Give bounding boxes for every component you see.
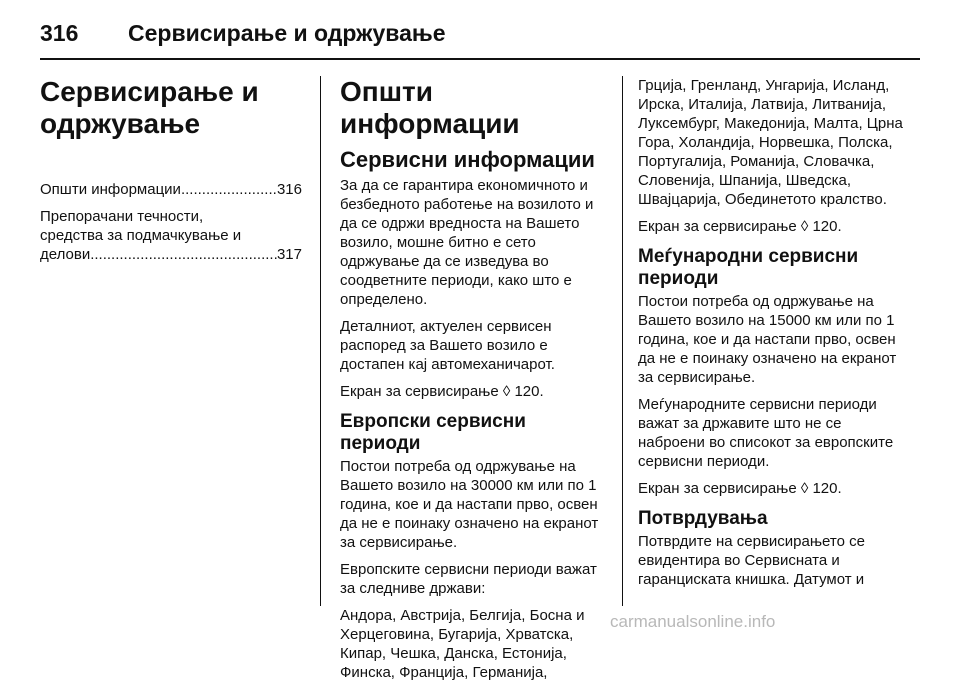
paragraph: Потврдите на сервисирањето се евидентира во Сервисната и гаранциската книшка. Датумот и	[638, 533, 865, 588]
subsection-heading: Сервисни информации	[340, 147, 595, 172]
cross-reference[interactable]: Екран за сервисирање ◊ 120.	[340, 383, 544, 400]
toc-entry-label-last: делови	[40, 246, 91, 263]
toc-entry-label-line: Препорачани течности,	[40, 208, 204, 225]
paragraph: Постои потреба од одржување на Вашето возило на 15000 км или по 1 година, кое и да настапи прво, освен да не е поинаку означено на екранот за сервисирање.	[638, 293, 897, 386]
toc-entry-label-line: средства за подмачкување и	[40, 227, 242, 244]
paragraph: Грција, Гренланд, Унгарија, Исланд, Ирска, Италија, Латвија, Литванија, Луксембург, Македонија, Малта, Црна Гора, Холандија, Норвешка, Полска, Португалија, Романија, Словачка, Словенија, Шпанија, Шведска, Швајцарија, Обединетото кралство.	[638, 77, 903, 208]
watermark: carmanualsonline.info	[610, 612, 776, 631]
toc-entry-page: 316	[276, 181, 302, 198]
toc-entry-general[interactable]	[40, 180, 302, 199]
content-column-2	[340, 72, 608, 690]
column-divider-2	[622, 76, 623, 606]
cross-reference[interactable]: Екран за сервисирање ◊ 120.	[638, 218, 842, 235]
column-divider-1	[320, 76, 321, 606]
paragraph: Меѓународните сервисни периоди важат за државите што не се наброени во списокот за европските сервисни периоди.	[638, 396, 894, 470]
paragraph: За да се гарантира економичното и безбедното работење на возилото и да се одржи вредноста на Вашето возило, мошне битно е сето одржување да се изведува во соодветните периоди, како што е определено.	[340, 177, 594, 308]
content-column-3	[638, 76, 908, 597]
toc-title: Сервисирање и одржување	[40, 76, 259, 139]
paragraph: Европските сервисни периоди важат за следниве држави:	[340, 561, 597, 597]
paragraph: Постои потреба од одржување на Вашето возило на 30000 км или по 1 година, кое и да настапи прво, освен да не е поинаку означено на екранот за сервисирање.	[340, 458, 599, 551]
toc-leader	[181, 180, 277, 199]
paragraph: Деталниот, актуелен сервисен распоред за Вашето возило е достапен кај автомеханичарот.	[340, 318, 555, 373]
subsection-heading-intl: Меѓународни сервисни периоди	[638, 246, 859, 289]
paragraph: Андора, Австрија, Белгија, Босна и Херцеговина, Бугарија, Хрватска, Кипар, Чешка, Данска, Естонија, Финска, Франција, Германија,	[340, 607, 585, 681]
section-heading: Општи информации	[340, 76, 520, 139]
toc-entry-label: Општи информации	[40, 181, 181, 198]
toc-entry-page: 317	[276, 246, 302, 263]
subsection-heading-eu: Европски сервисни периоди	[340, 411, 526, 454]
toc-column	[40, 72, 302, 268]
toc-entry-fluids[interactable]	[40, 207, 302, 264]
page-number: 316	[40, 20, 79, 46]
toc-leader	[90, 245, 277, 264]
header-title: Сервисирање и одржување	[128, 20, 446, 46]
header-rule	[40, 58, 920, 60]
cross-reference[interactable]: Екран за сервисирање ◊ 120.	[638, 480, 842, 497]
subsection-heading-confirmations: Потврдувања	[638, 508, 768, 529]
